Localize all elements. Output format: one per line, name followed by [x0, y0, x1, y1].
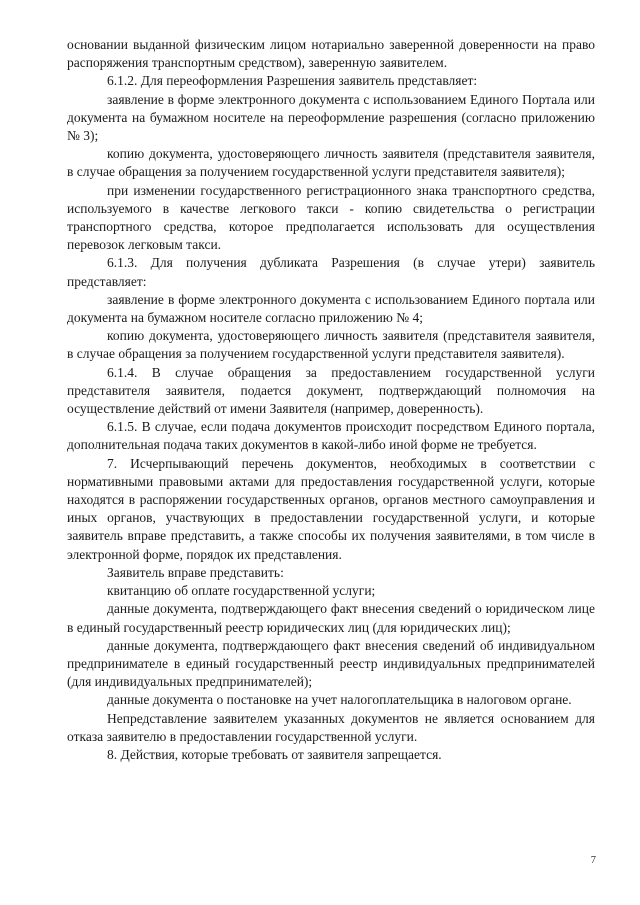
paragraph-continuation: основании выданной физическим лицом нотариально заверенной доверенности на право распоряжения транспортным средством), заверенную заявителем. [67, 37, 595, 71]
paragraph-6-1-3: 6.1.3. Для получения дубликата Разрешения (в случае утери) заявитель представляет: [67, 255, 595, 289]
page-number: 7 [590, 855, 596, 866]
paragraph-applicant-may-submit: Заявитель вправе представить: [107, 564, 284, 580]
paragraph-7: 7. Исчерпывающий перечень документов, необходимых в соответствии с нормативными правовыми актами для предоставления государственной услуги, которые находятся в распоряжении государственных органов, органов местного самоуправления и иных органов, участвующих в предоставлении государственной услуги, и которые заявитель вправе представить, а также способы их получения заявителями, в том числе в электронной форме, порядок их представления. [67, 455, 595, 562]
paragraph-8: 8. Действия, которые требовать от заявителя запрещается. [107, 746, 442, 762]
paragraph-fee-receipt: квитанцию об оплате государственной услуги; [107, 583, 376, 599]
paragraph-registration-change: при изменении государственного регистрационного знака транспортного средства, используемого в качестве легкового такси - копию свидетельства о регистрации транспортного средства, которое предполагается использовать для осуществления перевозок легковым такси. [67, 182, 595, 253]
paragraph-6-1-2: 6.1.2. Для переоформления Разрешения заявитель представляет: [107, 73, 478, 89]
paragraph-application-reissue: заявление в форме электронного документа с использованием Единого Портала или документа на бумажном носителе на переоформление разрешения (согласно приложению № 3); [67, 91, 595, 144]
paragraph-6-1-5: 6.1.5. В случае, если подача документов происходит посредством Единого портала, дополнительная подача таких документов в какой-либо иной форме не требуется. [67, 419, 595, 453]
paragraph-legal-entity-register: данные документа, подтверждающего факт внесения сведений о юридическом лице в единый государственный реестр юридических лиц (для юридических лиц); [67, 601, 595, 635]
paragraph-application-duplicate: заявление в форме электронного документа с использованием Единого портала или документа на бумажном носителе согласно приложению № 4; [67, 291, 595, 326]
paragraph-identity-copy: копию документа, удостоверяющего личность заявителя (представителя заявителя, в случае обращения за получением государственной услуги представителя заявителя); [67, 146, 595, 180]
paragraph-tax-registration: данные документа о постановке на учет налогоплательщика в налоговом органе. [107, 692, 572, 708]
document-body [67, 36, 595, 764]
paragraph-6-1-4: 6.1.4. В случае обращения за предоставлением государственной услуги представителя заявителя, подается документ, подтверждающий полномочия на осуществление действий от имени Заявителя (например, доверенность). [67, 364, 595, 417]
paragraph-entrepreneur-register: данные документа, подтверждающего факт внесения сведений об индивидуальном предпринимателе в единый государственный реестр индивидуальных предпринимателей (для индивидуальных предпринимателей); [67, 637, 595, 690]
paragraph-identity-copy-duplicate: копию документа, удостоверяющего личность заявителя (представителя заявителя, в случае обращения за получением государственной услуги представителя заявителя). [67, 328, 595, 362]
paragraph-non-submission: Непредставление заявителем указанных документов не является основанием для отказа заявителю в предоставлении государственной услуги. [67, 710, 595, 744]
